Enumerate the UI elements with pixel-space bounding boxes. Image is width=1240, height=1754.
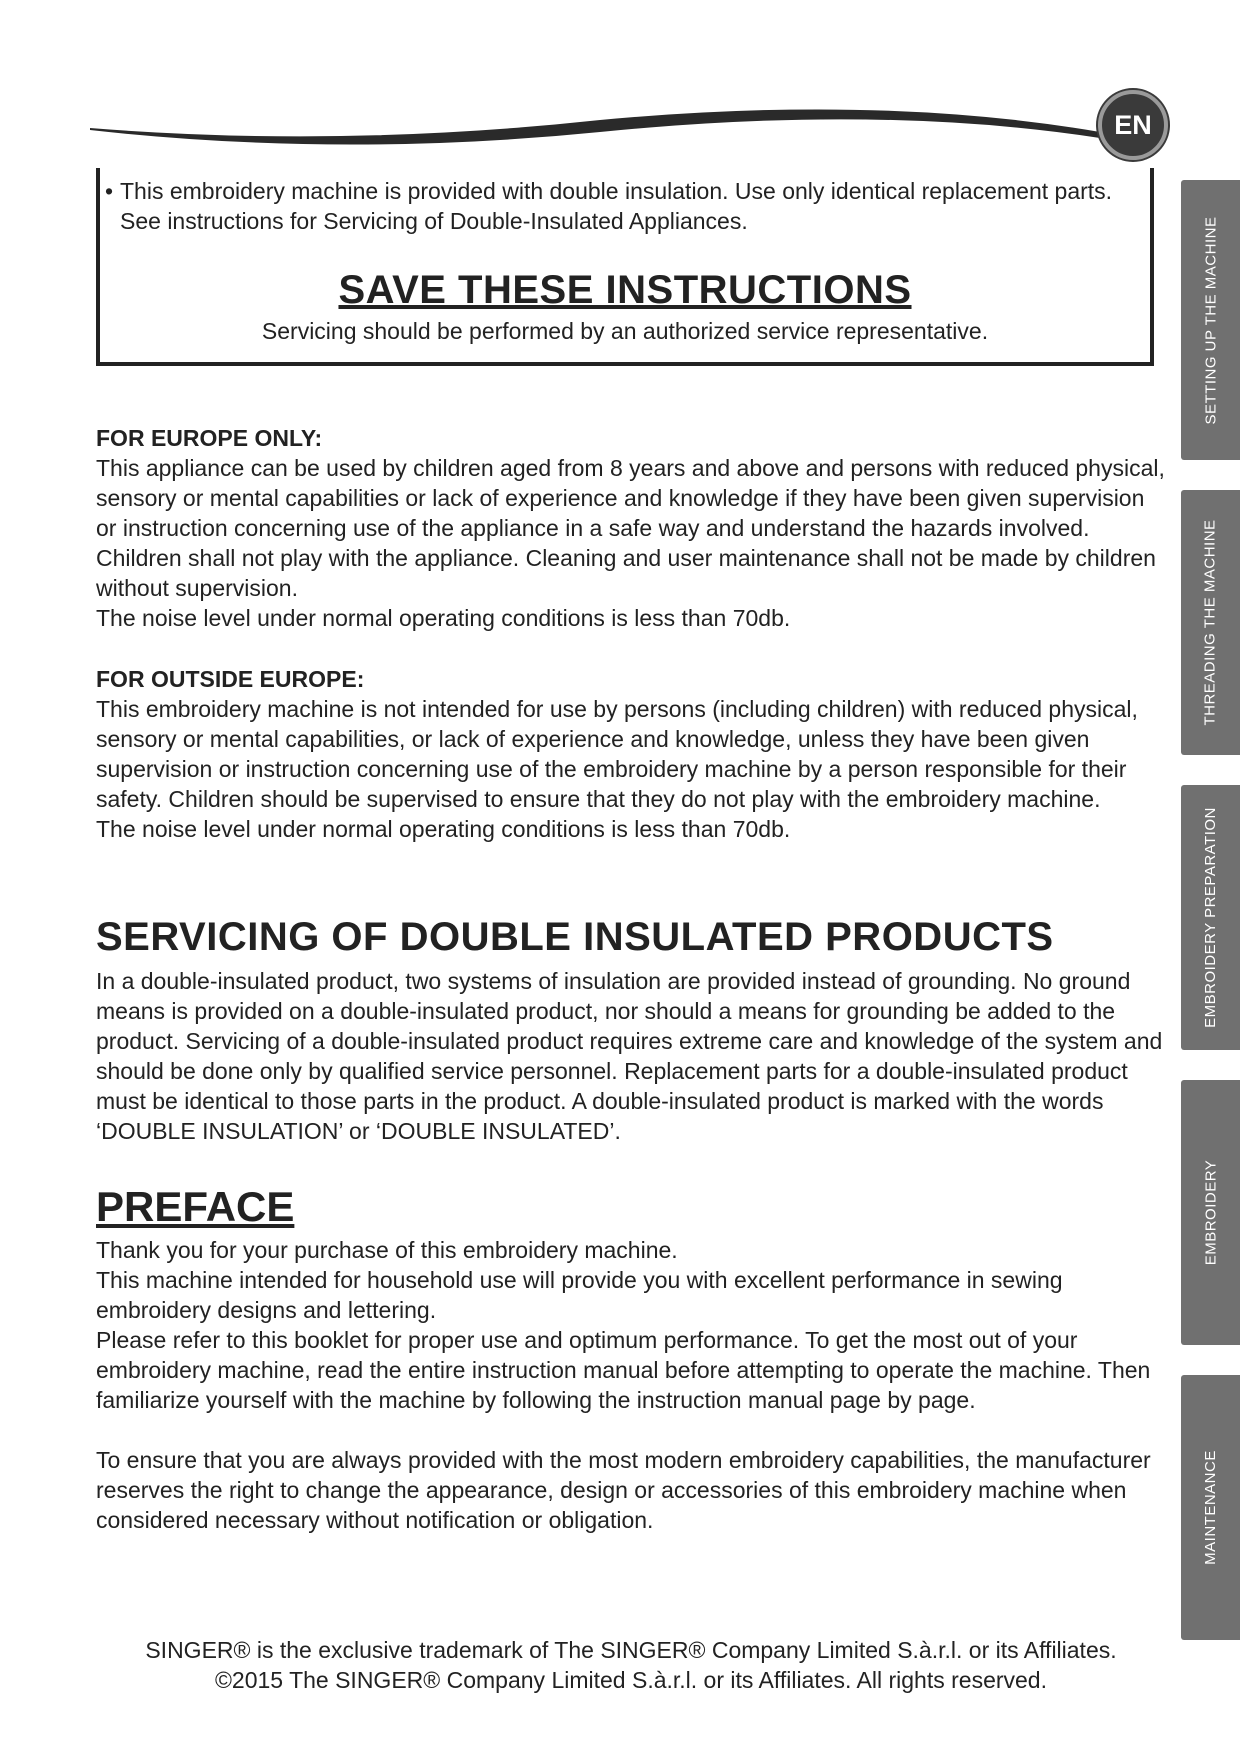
header-swoosh (80, 80, 1180, 170)
footer (96, 1635, 1166, 1695)
warning-body: This embroidery machine is provided with double insulation. Use only identical replacement parts. See instructions for Servicing of Double-Insulated Appliances. (120, 178, 1113, 234)
preface-p4: To ensure that you are always provided with the most modern embroidery capabilities, the manufacturer reserves the right to change the appearance, design or accessories of this embroidery machine when considered necessary without notification or obligation. (96, 1447, 1151, 1533)
europe-section (96, 423, 1166, 633)
preface-p1: Thank you for your purchase of this embroidery machine. (96, 1237, 678, 1263)
servicing-section (96, 966, 1166, 1146)
servicing-body: In a double-insulated product, two systems of insulation are provided instead of grounding. No ground means is provided on a double-insulated product, nor should a means for grounding be added to the product. Servicing of a double-insulated product requires extreme care and knowledge of the system and should be done only by qualified service personnel. Replacement parts for a double-insulated product must be identical to those parts in the product. A double-insulated product is marked with the words ‘DOUBLE INSULATION’ or ‘DOUBLE INSULATED’. (96, 968, 1163, 1144)
tab-setting-up[interactable] (1181, 180, 1240, 460)
outside-europe-section (96, 664, 1166, 844)
preface-section (96, 1235, 1166, 1535)
footer-line2: ©2015 The SINGER® Company Limited S.à.r.l. or its Affiliates. All rights reserved. (214, 1667, 1047, 1693)
tab-label: MAINTENANCE (1202, 1450, 1219, 1565)
save-instructions-subtitle: Servicing should be performed by an authorized service representative. (261, 318, 989, 344)
tab-maintenance[interactable] (1181, 1375, 1240, 1640)
outside-body: This embroidery machine is not intended for use by persons (including children) with reduced physical, sensory or mental capabilities, or lack of experience and knowledge, unless they have been given supervision or instruction concerning use of the embroidery machine by a person responsible for their safety. Children should be supervised to ensure that they do not play with the embroidery machine. (96, 696, 1138, 812)
europe-heading: FOR EUROPE ONLY: (96, 425, 323, 451)
preface-title: PREFACE (96, 1183, 295, 1230)
preface-p2: This machine intended for household use will provide you with excellent performance in sewing embroidery designs and lettering. (96, 1267, 1063, 1323)
tab-label: EMBROIDERY (1202, 1159, 1220, 1266)
bullet: • (105, 178, 114, 204)
preface-p3: Please refer to this booklet for proper use and optimum performance. To get the most out of your embroidery machine, read the entire instruction manual before attempting to operate the machine. Then familiarize yourself with the machine by following the instruction manual page by page. (96, 1327, 1151, 1413)
europe-body: This appliance can be used by children aged from 8 years and above and persons with reduced physical, sensory or mental capabilities or lack of experience and knowledge if they have been given supervision or instruction concerning use of the appliance in a safe way and understand the hazards involved. Children shall not play with the appliance. Cleaning and user maintenance shall not be made by children without supervision. (96, 455, 1165, 601)
save-instructions-title: SAVE THESE INSTRUCTIONS (338, 268, 912, 312)
tab-label: SETTING UP THE MACHINE (1202, 216, 1220, 424)
tab-embroidery[interactable] (1181, 1080, 1240, 1345)
warning-text (105, 176, 1140, 236)
servicing-title: SERVICING OF DOUBLE INSULATED PRODUCTS (96, 915, 1054, 959)
tab-label: EMBROIDERY PREPARATION (1202, 807, 1220, 1028)
europe-noise: The noise level under normal operating conditions is less than 70db. (96, 605, 791, 631)
tab-threading[interactable] (1181, 490, 1240, 755)
tab-embroidery-preparation[interactable] (1181, 785, 1240, 1050)
tab-label: THREADING THE MACHINE (1202, 519, 1220, 726)
language-badge: EN (1098, 90, 1168, 160)
outside-heading: FOR OUTSIDE EUROPE: (96, 666, 365, 692)
outside-noise: The noise level under normal operating conditions is less than 70db. (96, 816, 791, 842)
footer-line1: SINGER® is the exclusive trademark of The SINGER® Company Limited S.à.r.l. or its Affiliates. (145, 1637, 1117, 1663)
